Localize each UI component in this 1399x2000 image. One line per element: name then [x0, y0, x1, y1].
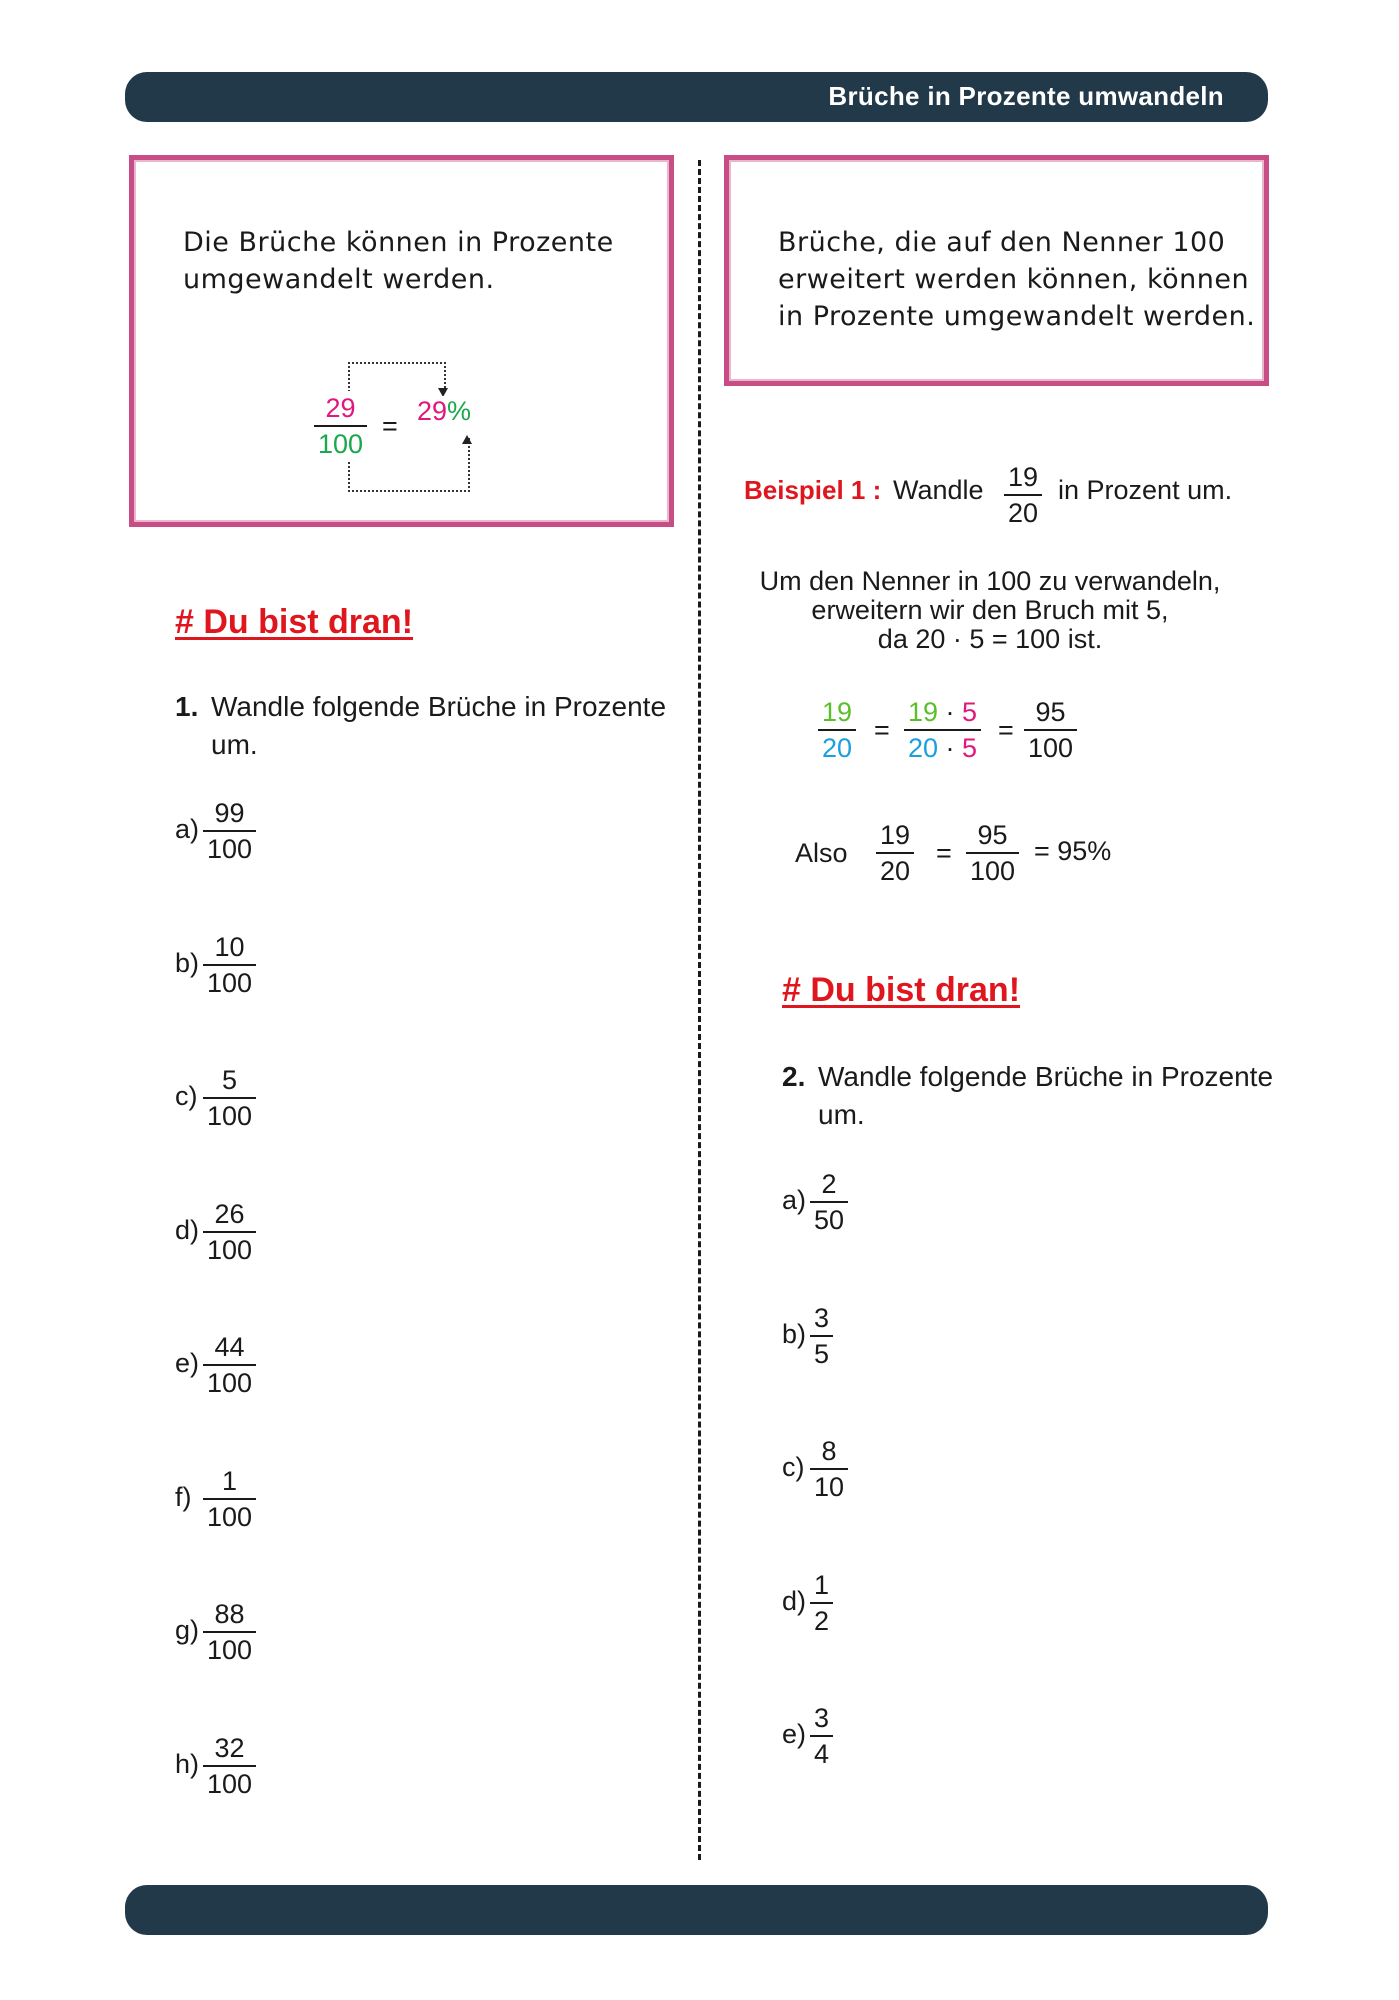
fraction-numerator: 44: [214, 1332, 245, 1362]
fraction-numerator: 19: [1008, 462, 1039, 492]
fraction-denominator: 20: [880, 856, 911, 886]
fraction-denominator: 100: [1028, 733, 1074, 763]
fraction-numerator: [904, 695, 981, 729]
fraction-denominator: 100: [207, 967, 253, 998]
multiply-dot: ·: [938, 697, 963, 727]
exercise-label: c): [782, 1452, 805, 1482]
calc-fraction-result: [1024, 695, 1077, 765]
fraction-numerator: 88: [214, 1599, 245, 1629]
fraction-numerator: 32: [214, 1732, 245, 1763]
info-text-line: in Prozente umgewandelt werden.: [778, 301, 1256, 332]
column-divider: [698, 160, 701, 1860]
conclusion-label: Also: [795, 838, 848, 868]
exercise-label: d): [782, 1585, 807, 1616]
fraction-numerator: 3: [814, 1703, 830, 1733]
equals-sign: =: [382, 411, 398, 441]
example-fraction: [1004, 460, 1042, 530]
fraction-denominator: 5: [814, 1338, 830, 1369]
fraction-denominator: 4: [814, 1739, 830, 1769]
calc-fraction-original: [818, 695, 856, 765]
fraction-denominator: 100: [207, 1368, 253, 1398]
fraction-numerator: 95: [1035, 697, 1066, 727]
explanation-line: da 20 · 5 = 100 ist.: [877, 624, 1103, 654]
exercise-label: d): [175, 1214, 200, 1245]
section-heading: # Du bist dran!: [175, 603, 414, 641]
fraction-numerator: 10: [214, 931, 245, 962]
task-instruction: [782, 1058, 1274, 1130]
exercise-label: c): [175, 1081, 198, 1111]
exercise-label: b): [782, 1318, 807, 1349]
fraction-denominator: 10: [814, 1472, 845, 1502]
multiplier: 5: [962, 697, 978, 727]
fraction-denominator: 100: [318, 429, 364, 459]
example-fraction: [314, 391, 367, 461]
fraction-denominator: 100: [207, 1635, 253, 1665]
info-text-line: erweitert werden können, können: [778, 264, 1250, 295]
info-text-line: Die Brüche können in Prozente: [183, 227, 614, 258]
exercise-fraction: [810, 1434, 848, 1504]
fraction-denominator: 100: [207, 834, 253, 864]
calc-fraction-expanded: [904, 695, 981, 765]
exercise-fraction: [203, 1197, 256, 1267]
exercise-fraction: [203, 930, 256, 1000]
fraction-numerator: 29: [325, 393, 356, 423]
exercise-fraction: [203, 1731, 256, 1801]
fraction-denominator: 100: [207, 1234, 253, 1265]
example-text-after: in Prozent um.: [1058, 475, 1233, 505]
task-text-line: Wandle folgende Brüche in Prozente: [818, 1061, 1274, 1092]
footer-bar: [125, 1885, 1268, 1935]
fraction-denominator: 20: [1008, 498, 1039, 528]
fraction-numerator: 1: [814, 1569, 830, 1600]
info-box-right-text: [778, 224, 1255, 335]
fraction-numerator: 19: [880, 820, 911, 850]
exercise-fraction: [203, 796, 256, 866]
exercise-fraction: [810, 1701, 833, 1771]
section-heading: # Du bist dran!: [782, 971, 1021, 1009]
fraction-numerator: 99: [214, 798, 245, 828]
info-text-line: Brüche, die auf den Nenner 100: [778, 227, 1226, 258]
fraction-numerator: 95: [977, 820, 1008, 850]
exercise-fraction: [203, 1330, 256, 1400]
fraction-denominator: 2: [814, 1605, 830, 1636]
task-text-line: um.: [818, 1099, 865, 1130]
info-box-left-text: [183, 224, 614, 298]
exercise-label: g): [175, 1615, 200, 1645]
exercise-fraction: [203, 1464, 256, 1534]
fraction-denominator: 50: [814, 1205, 845, 1235]
dotted-connector-top: [348, 362, 446, 392]
example-label: Beispiel 1 :: [744, 475, 882, 505]
header-bar: [125, 72, 1268, 122]
exercise-label: a): [782, 1185, 807, 1215]
denominator-value: 20: [908, 733, 939, 763]
fraction-denominator: 100: [970, 856, 1016, 886]
exercise-fraction: [203, 1597, 256, 1667]
conclusion-fraction-original: [876, 818, 914, 888]
task-number: 2.: [782, 1061, 806, 1092]
equals-sign: =: [998, 715, 1014, 745]
exercise-label: a): [175, 814, 200, 844]
fraction-numerator: 8: [821, 1436, 837, 1466]
fraction-numerator: 26: [214, 1198, 245, 1229]
task-number: 1.: [175, 691, 199, 722]
exercise-label: e): [175, 1348, 200, 1378]
exercise-fraction: [203, 1063, 256, 1133]
fraction-numerator: 5: [222, 1065, 238, 1095]
exercise-label: h): [175, 1748, 200, 1779]
example-result: [415, 396, 473, 427]
fraction-denominator: 100: [207, 1501, 253, 1532]
explanation-line: erweitern wir den Bruch mit 5,: [811, 595, 1169, 625]
task-text-line: Wandle folgende Brüche in Prozente: [211, 691, 667, 722]
fraction-denominator: 20: [822, 733, 853, 763]
percent-sign: %: [447, 396, 472, 426]
fraction-numerator: 19: [822, 697, 853, 727]
conclusion-fraction-result: [966, 818, 1019, 888]
fraction-denominator: 100: [207, 1101, 253, 1131]
multiplier: 5: [962, 733, 978, 763]
explanation: [700, 567, 1280, 654]
info-text-line: umgewandelt werden.: [183, 264, 495, 295]
exercise-label: f): [175, 1481, 192, 1512]
equals-sign: =: [874, 715, 890, 745]
explanation-line: Um den Nenner in 100 zu verwandeln,: [759, 566, 1221, 596]
fraction-numerator: 3: [814, 1302, 830, 1333]
task-text-line: um.: [211, 729, 258, 760]
conclusion-result: = 95%: [1034, 836, 1112, 866]
numerator-value: 19: [908, 697, 939, 727]
exercise-label: b): [175, 947, 200, 978]
example-text-before: Wandle: [893, 475, 984, 505]
multiply-dot: ·: [938, 733, 963, 763]
fraction-denominator: [904, 731, 981, 765]
info-box-left: [129, 155, 674, 527]
exercise-fraction: [810, 1568, 833, 1638]
task-instruction: [175, 688, 667, 760]
equals-sign: =: [936, 838, 952, 868]
info-box-right: [724, 155, 1269, 386]
arrow-up-icon: [462, 435, 472, 444]
fraction-numerator: 1: [222, 1465, 238, 1496]
exercise-fraction: [810, 1301, 833, 1371]
fraction-denominator: 100: [207, 1768, 253, 1799]
page-title: Brüche in Prozente umwandeln: [828, 81, 1224, 111]
exercise-label: e): [782, 1719, 807, 1749]
exercise-fraction: [810, 1167, 848, 1237]
result-number: 29: [417, 396, 448, 426]
fraction-numerator: 2: [821, 1169, 837, 1199]
